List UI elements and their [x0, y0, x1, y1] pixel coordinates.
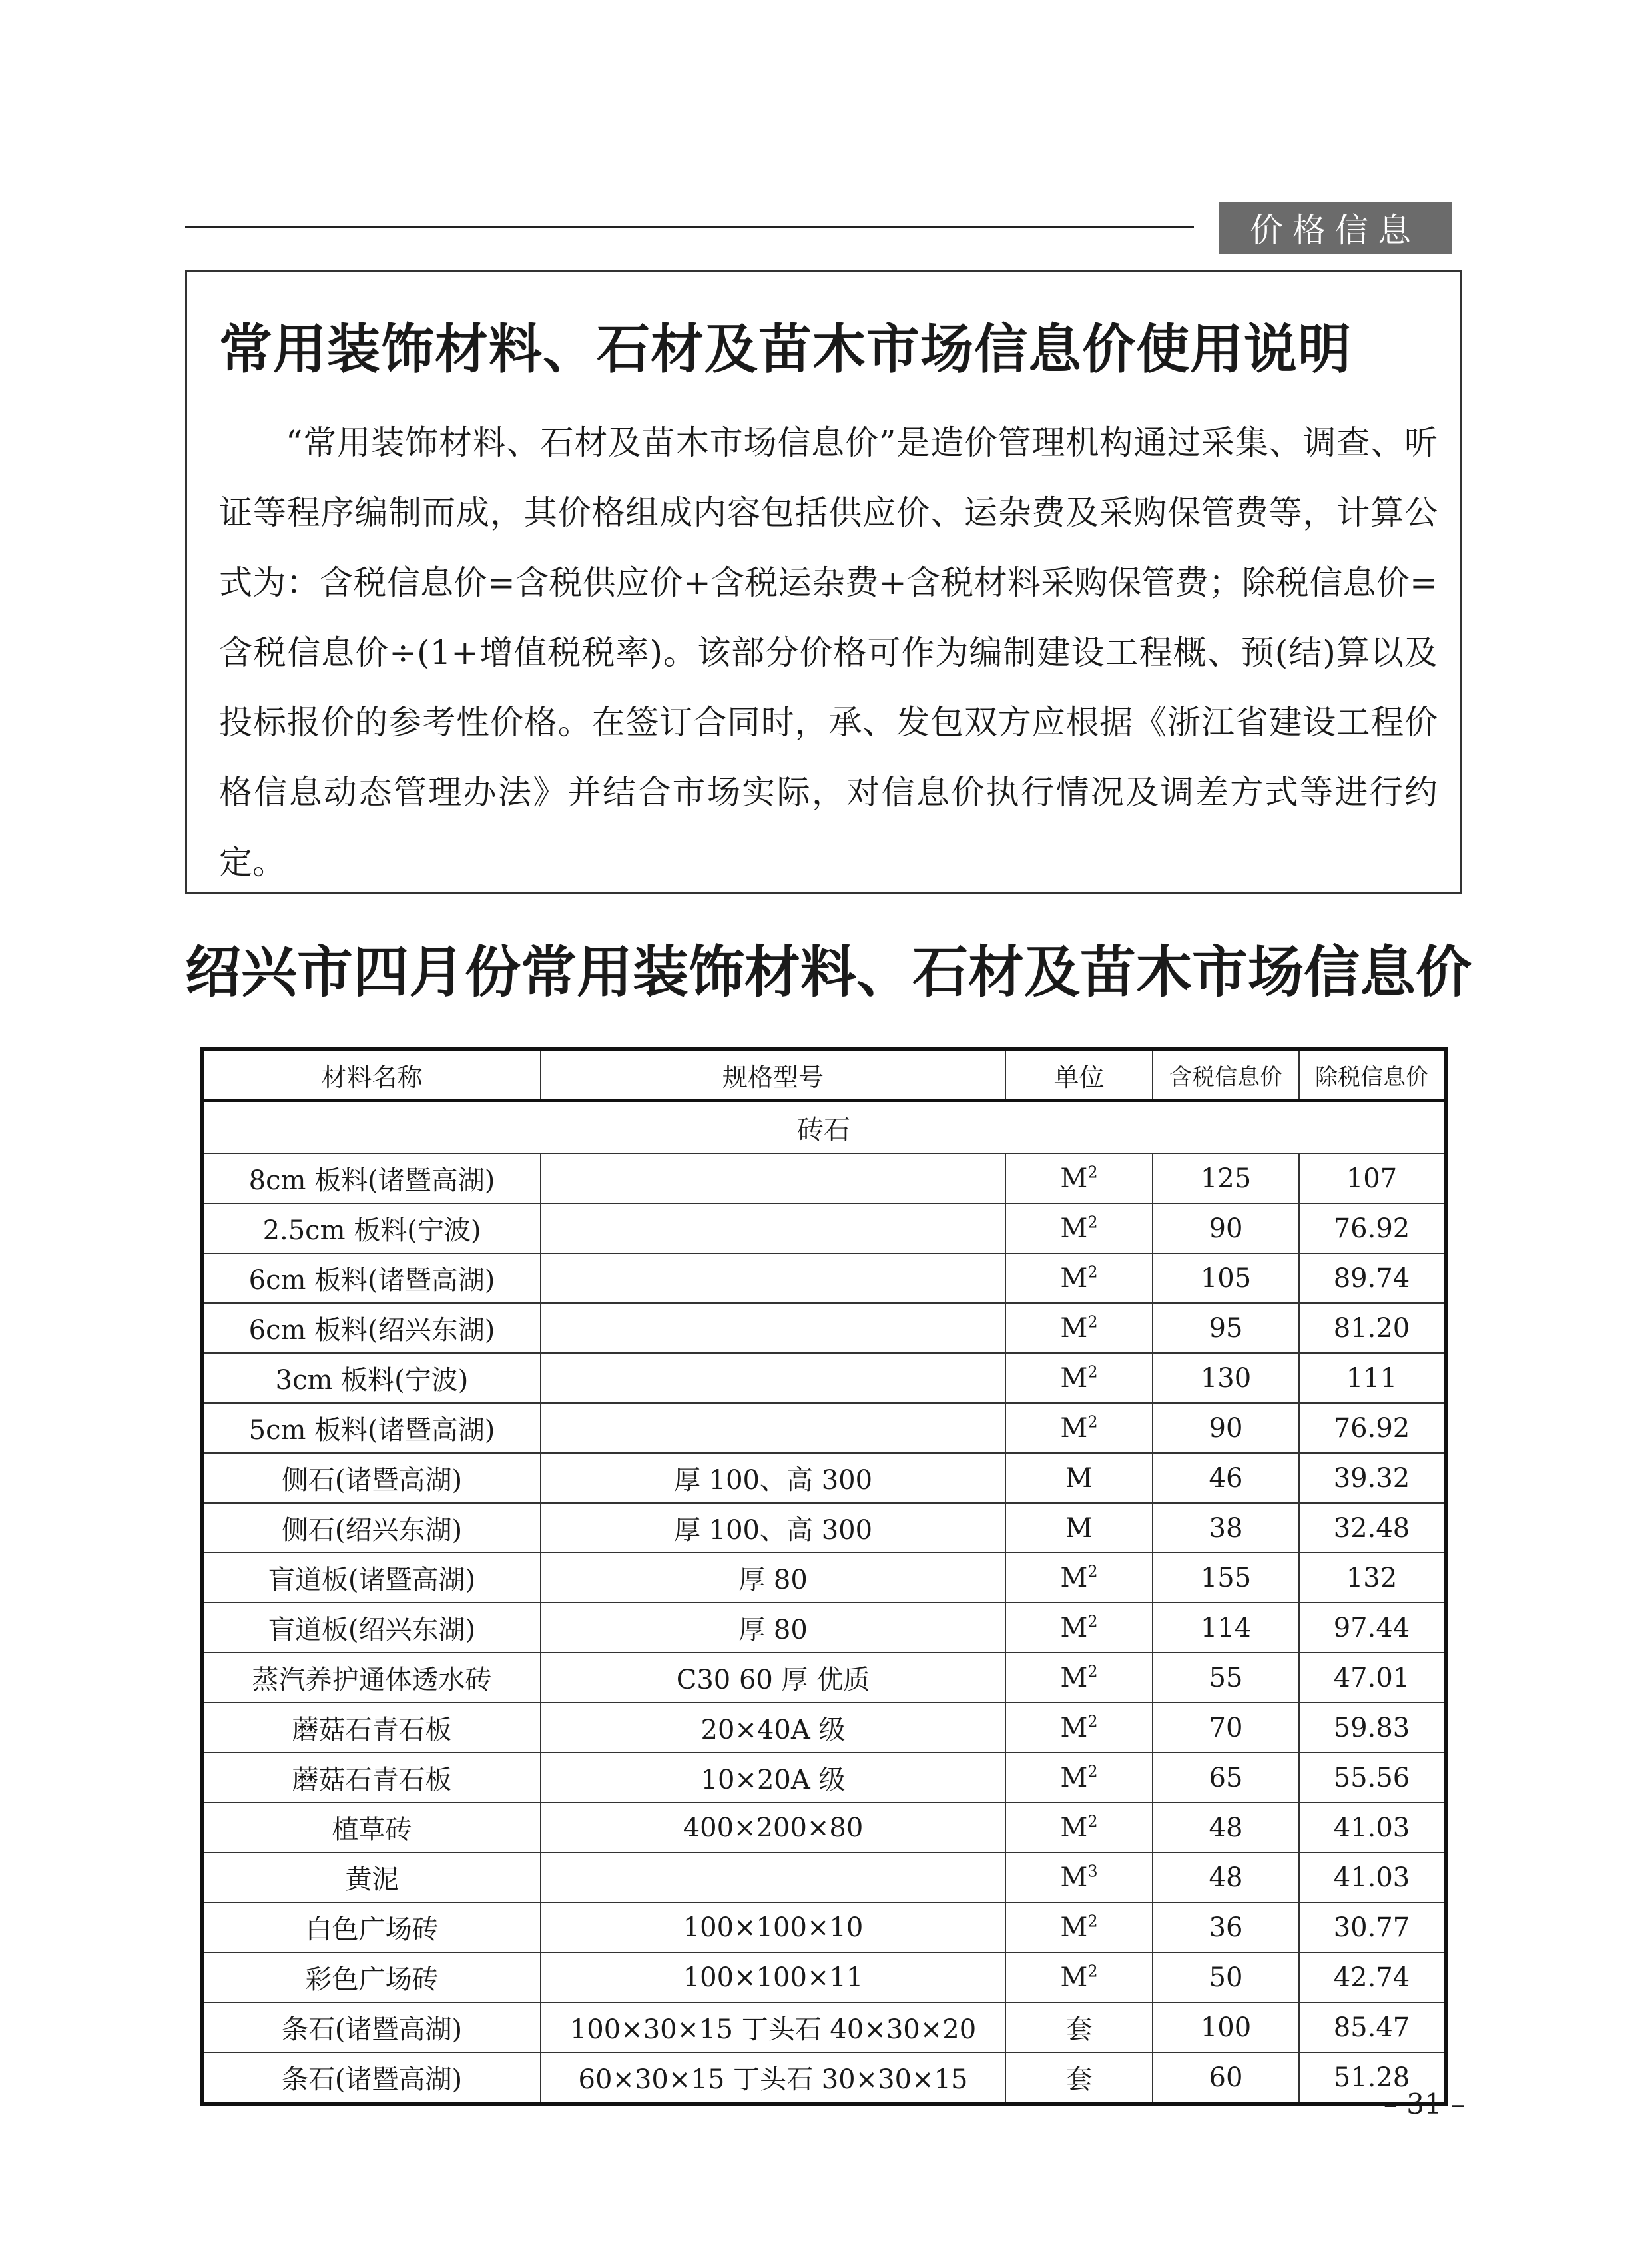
cell-unit: [1005, 1253, 1153, 1303]
cell-spec: [541, 1203, 1005, 1253]
cell-unit: [1005, 1503, 1153, 1553]
unit-symbol: M: [1060, 1412, 1088, 1444]
cell-tax-price: 48: [1153, 1852, 1299, 1902]
table-row: [202, 2052, 1446, 2104]
column-header-pretax-price: 除税信息价: [1299, 1049, 1446, 1101]
cell-pretax-price: 89.74: [1299, 1253, 1446, 1303]
cell-pretax-price: 41.03: [1299, 1803, 1446, 1852]
unit-exponent: 2: [1087, 1962, 1098, 1981]
cell-unit: [1005, 2052, 1153, 2104]
cell-unit: [1005, 1453, 1153, 1503]
cell-tax-price: 125: [1153, 1153, 1299, 1203]
cell-name: 3cm 板料(宁波): [202, 1353, 541, 1403]
unit-exponent: 2: [1087, 1812, 1098, 1831]
cell-name: 彩色广场砖: [202, 1952, 541, 2002]
table-row: [202, 1203, 1446, 1253]
table-row: [202, 2002, 1446, 2052]
cell-tax-price: 90: [1153, 1203, 1299, 1253]
table-title: 绍兴市四月份常用装饰材料、石材及苗木市场信息价: [185, 940, 1472, 1005]
cell-spec: [541, 1153, 1005, 1203]
cell-unit: [1005, 1653, 1153, 1703]
table-row: [202, 1703, 1446, 1753]
info-box-title: 常用装饰材料、石材及苗木市场信息价使用说明: [219, 318, 1352, 380]
cell-name: 白色广场砖: [202, 1902, 541, 1952]
unit-exponent: 2: [1087, 1562, 1098, 1581]
cell-spec: 60×30×15 丁头石 30×30×15: [541, 2052, 1005, 2104]
cell-spec: 100×30×15 丁头石 40×30×20: [541, 2002, 1005, 2052]
unit-symbol: 套: [1065, 2014, 1093, 2045]
cell-pretax-price: 55.56: [1299, 1753, 1446, 1803]
cell-name: 蒸汽养护通体透水砖: [202, 1653, 541, 1703]
section-tag: 价格信息: [1219, 202, 1452, 254]
cell-tax-price: 55: [1153, 1653, 1299, 1703]
unit-symbol: M: [1060, 1362, 1088, 1394]
unit-symbol: M: [1060, 1662, 1088, 1693]
cell-unit: [1005, 1303, 1153, 1353]
cell-tax-price: 65: [1153, 1753, 1299, 1803]
cell-pretax-price: 85.47: [1299, 2002, 1446, 2052]
cell-pretax-price: 59.83: [1299, 1703, 1446, 1753]
cell-pretax-price: 111: [1299, 1353, 1446, 1403]
table-row: [202, 1453, 1446, 1503]
unit-exponent: 2: [1087, 1312, 1098, 1332]
cell-name: 盲道板(绍兴东湖): [202, 1603, 541, 1653]
cell-name: 6cm 板料(诸暨高湖): [202, 1253, 541, 1303]
cell-unit: [1005, 1553, 1153, 1603]
table-row: [202, 1753, 1446, 1803]
cell-tax-price: 100: [1153, 2002, 1299, 2052]
cell-pretax-price: 41.03: [1299, 1852, 1446, 1902]
unit-symbol: M: [1060, 1762, 1088, 1793]
cell-spec: [541, 1852, 1005, 1902]
cell-spec: 100×100×11: [541, 1952, 1005, 2002]
unit-symbol: M: [1060, 1812, 1088, 1843]
cell-unit: [1005, 2002, 1153, 2052]
cell-unit: [1005, 1852, 1153, 1902]
table-header-row: [202, 1049, 1446, 1101]
cell-name: 盲道板(诸暨高湖): [202, 1553, 541, 1603]
table-row: [202, 1403, 1446, 1453]
cell-name: 植草砖: [202, 1803, 541, 1852]
table-row: [202, 1902, 1446, 1952]
cell-name: 黄泥: [202, 1852, 541, 1902]
cell-name: 5cm 板料(诸暨高湖): [202, 1403, 541, 1453]
cell-unit: [1005, 1353, 1153, 1403]
unit-exponent: 3: [1087, 1862, 1098, 1881]
unit-symbol: M: [1060, 1962, 1088, 1993]
cell-spec: 10×20A 级: [541, 1753, 1005, 1803]
cell-pretax-price: 51.28: [1299, 2052, 1446, 2104]
category-label: 砖石: [202, 1101, 1446, 1153]
cell-tax-price: 114: [1153, 1603, 1299, 1653]
cell-pretax-price: 42.74: [1299, 1952, 1446, 2002]
cell-tax-price: 50: [1153, 1952, 1299, 2002]
cell-tax-price: 36: [1153, 1902, 1299, 1952]
table-row: [202, 1353, 1446, 1403]
unit-exponent: 2: [1087, 1912, 1098, 1931]
column-header-name: 材料名称: [202, 1049, 541, 1101]
cell-spec: 厚 80: [541, 1603, 1005, 1653]
unit-symbol: M: [1060, 1612, 1088, 1643]
cell-spec: 厚 80: [541, 1553, 1005, 1603]
cell-name: 条石(诸暨高湖): [202, 2052, 541, 2104]
page-number: – 31 –: [1383, 2088, 1465, 2120]
cell-unit: [1005, 1403, 1153, 1453]
unit-symbol: M: [1065, 1512, 1093, 1544]
cell-pretax-price: 30.77: [1299, 1902, 1446, 1952]
unit-symbol: M: [1060, 1263, 1088, 1294]
cell-pretax-price: 76.92: [1299, 1403, 1446, 1453]
cell-spec: 100×100×10: [541, 1902, 1005, 1952]
unit-symbol: M: [1060, 1912, 1088, 1943]
table-row: [202, 1603, 1446, 1653]
unit-exponent: 2: [1087, 1213, 1098, 1232]
unit-exponent: 2: [1087, 1362, 1098, 1382]
cell-unit: [1005, 1203, 1153, 1253]
cell-spec: 20×40A 级: [541, 1703, 1005, 1753]
cell-tax-price: 38: [1153, 1503, 1299, 1553]
cell-tax-price: 48: [1153, 1803, 1299, 1852]
unit-exponent: 2: [1087, 1612, 1098, 1631]
info-box-body: “常用装饰材料、石材及苗木市场信息价”是造价管理机构通过采集、调查、听证等程序编制而成，其价格组成内容包括供应价、运杂费及采购保管费等，计算公式为：含税信息价=含税供应价+含税运杂费+含税材料采购保管费；除税信息价=含税信息价÷(1+增值税税率)。该部分价格可作为编制建设工程概、预(结)算以及投标报价的参考性价格。在签订合同时，承、发包双方应根据《浙江省建设工程价格信息动态管理办法》并结合市场实际，对信息价执行情况及调差方式等进行约定。: [219, 423, 1438, 882]
cell-unit: [1005, 1902, 1153, 1952]
table-row: [202, 1553, 1446, 1603]
unit-exponent: 2: [1087, 1163, 1098, 1182]
price-table: [200, 1047, 1448, 2106]
cell-unit: [1005, 1603, 1153, 1653]
cell-spec: [541, 1353, 1005, 1403]
cell-spec: [541, 1403, 1005, 1453]
unit-symbol: M: [1060, 1312, 1088, 1344]
cell-pretax-price: 97.44: [1299, 1603, 1446, 1653]
cell-spec: [541, 1253, 1005, 1303]
cell-tax-price: 105: [1153, 1253, 1299, 1303]
cell-pretax-price: 39.32: [1299, 1453, 1446, 1503]
cell-pretax-price: 132: [1299, 1553, 1446, 1603]
unit-symbol: M: [1060, 1712, 1088, 1743]
table-row: [202, 1653, 1446, 1703]
table-row: [202, 1253, 1446, 1303]
unit-exponent: 2: [1087, 1263, 1098, 1282]
cell-unit: [1005, 1753, 1153, 1803]
cell-unit: [1005, 1703, 1153, 1753]
table-row: [202, 1803, 1446, 1852]
cell-spec: [541, 1303, 1005, 1353]
cell-tax-price: 70: [1153, 1703, 1299, 1753]
cell-name: 蘑菇石青石板: [202, 1703, 541, 1753]
unit-exponent: 2: [1087, 1412, 1098, 1432]
cell-name: 2.5cm 板料(宁波): [202, 1203, 541, 1253]
cell-pretax-price: 107: [1299, 1153, 1446, 1203]
cell-tax-price: 90: [1153, 1403, 1299, 1453]
cell-spec: 厚 100、高 300: [541, 1503, 1005, 1553]
cell-name: 蘑菇石青石板: [202, 1753, 541, 1803]
unit-symbol: M: [1065, 1462, 1093, 1494]
cell-unit: [1005, 1803, 1153, 1852]
header-rule: [185, 226, 1194, 228]
info-box: [185, 270, 1462, 894]
unit-exponent: 2: [1087, 1712, 1098, 1731]
cell-spec: 厚 100、高 300: [541, 1453, 1005, 1503]
cell-pretax-price: 32.48: [1299, 1503, 1446, 1553]
unit-exponent: 2: [1087, 1762, 1098, 1781]
column-header-tax-price: 含税信息价: [1153, 1049, 1299, 1101]
cell-tax-price: 130: [1153, 1353, 1299, 1403]
table-row: [202, 1153, 1446, 1203]
table-row: [202, 1303, 1446, 1353]
cell-spec: C30 60 厚 优质: [541, 1653, 1005, 1703]
cell-unit: [1005, 1153, 1153, 1203]
cell-name: 6cm 板料(绍兴东湖): [202, 1303, 541, 1353]
cell-pretax-price: 76.92: [1299, 1203, 1446, 1253]
cell-name: 条石(诸暨高湖): [202, 2002, 541, 2052]
unit-symbol: M: [1060, 1163, 1088, 1194]
cell-unit: [1005, 1952, 1153, 2002]
column-header-spec: 规格型号: [541, 1049, 1005, 1101]
cell-pretax-price: 81.20: [1299, 1303, 1446, 1353]
cell-tax-price: 46: [1153, 1453, 1299, 1503]
column-header-unit: 单位: [1005, 1049, 1153, 1101]
cell-tax-price: 95: [1153, 1303, 1299, 1353]
cell-tax-price: 155: [1153, 1553, 1299, 1603]
table-row: [202, 1503, 1446, 1553]
unit-symbol: 套: [1065, 2064, 1093, 2095]
cell-name: 8cm 板料(诸暨高湖): [202, 1153, 541, 1203]
cell-spec: 400×200×80: [541, 1803, 1005, 1852]
unit-symbol: M: [1060, 1213, 1088, 1244]
unit-exponent: 2: [1087, 1662, 1098, 1681]
cell-name: 侧石(绍兴东湖): [202, 1503, 541, 1553]
table-row: [202, 1952, 1446, 2002]
cell-tax-price: 60: [1153, 2052, 1299, 2104]
unit-symbol: M: [1060, 1562, 1088, 1593]
cell-name: 侧石(诸暨高湖): [202, 1453, 541, 1503]
unit-symbol: M: [1060, 1862, 1088, 1893]
category-row: [202, 1101, 1446, 1153]
cell-pretax-price: 47.01: [1299, 1653, 1446, 1703]
table-row: [202, 1852, 1446, 1902]
